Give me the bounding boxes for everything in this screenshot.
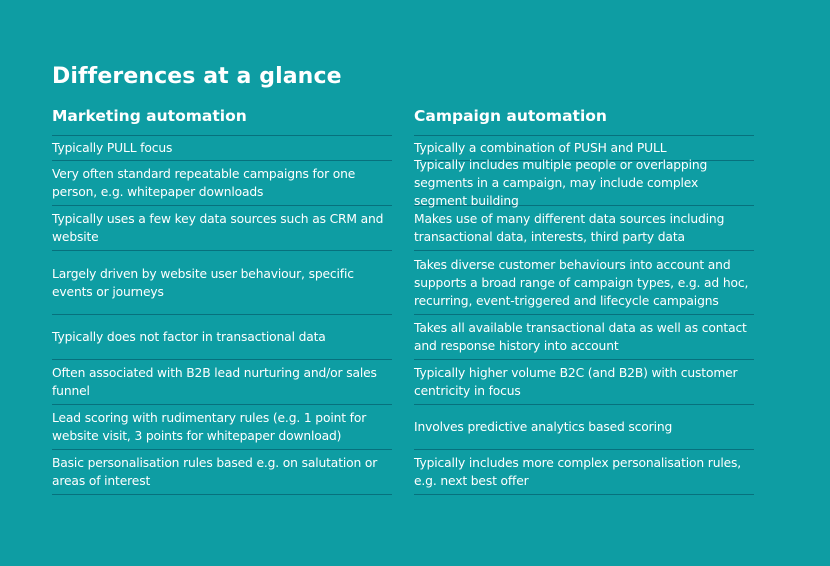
column-header: Campaign automation — [414, 104, 754, 136]
table-row — [52, 450, 392, 495]
page-title: Differences at a glance — [52, 64, 342, 89]
row-text: Takes diverse customer behaviours into account and supports a broad range of campaign types, e.g. ad hoc, recurring, event-triggered and lifecycle campaigns — [414, 257, 749, 308]
row-text: Typically uses a few key data sources such as CRM and website — [52, 212, 384, 244]
table-row — [52, 315, 392, 360]
column-campaign-automation — [414, 104, 754, 495]
table-row — [52, 251, 392, 315]
table-row — [52, 360, 392, 405]
row-text: Typically a combination of PUSH and PULL — [414, 141, 667, 155]
row-text: Takes all available transactional data as well as contact and response history into account — [414, 321, 747, 353]
row-text: Very often standard repeatable campaigns for one person, e.g. whitepaper downloads — [52, 167, 356, 199]
table-row — [414, 450, 754, 495]
table-row — [414, 315, 754, 360]
row-text: Lead scoring with rudimentary rules (e.g. 1 point for website visit, 3 points for whitepaper download) — [52, 411, 367, 443]
row-text: Typically includes more complex personalisation rules, e.g. next best offer — [414, 456, 742, 488]
row-text: Typically PULL focus — [52, 141, 173, 155]
table-row — [414, 251, 754, 315]
row-text: Typically includes multiple people or overlapping segments in a campaign, may include complex segment building — [414, 158, 708, 208]
table-row — [414, 405, 754, 450]
row-text: Typically higher volume B2C (and B2B) with customer centricity in focus — [414, 366, 738, 398]
row-text: Typically does not factor in transactional data — [52, 330, 326, 344]
table-row — [52, 161, 392, 206]
row-text: Involves predictive analytics based scoring — [414, 420, 673, 434]
table-row — [414, 360, 754, 405]
column-header: Marketing automation — [52, 104, 392, 136]
row-text: Largely driven by website user behaviour, specific events or journeys — [52, 266, 354, 299]
row-text: Basic personalisation rules based e.g. on salutation or areas of interest — [52, 456, 378, 488]
table-row — [414, 158, 754, 208]
row-text: Often associated with B2B lead nurturing and/or sales funnel — [52, 366, 377, 398]
table-row — [414, 206, 754, 251]
table-row — [52, 206, 392, 251]
page — [52, 60, 754, 488]
row-text: Makes use of many different data sources including transactional data, interests, third party data — [414, 212, 725, 244]
table-row — [52, 136, 392, 161]
column-marketing-automation — [52, 104, 392, 495]
table-row — [52, 405, 392, 450]
